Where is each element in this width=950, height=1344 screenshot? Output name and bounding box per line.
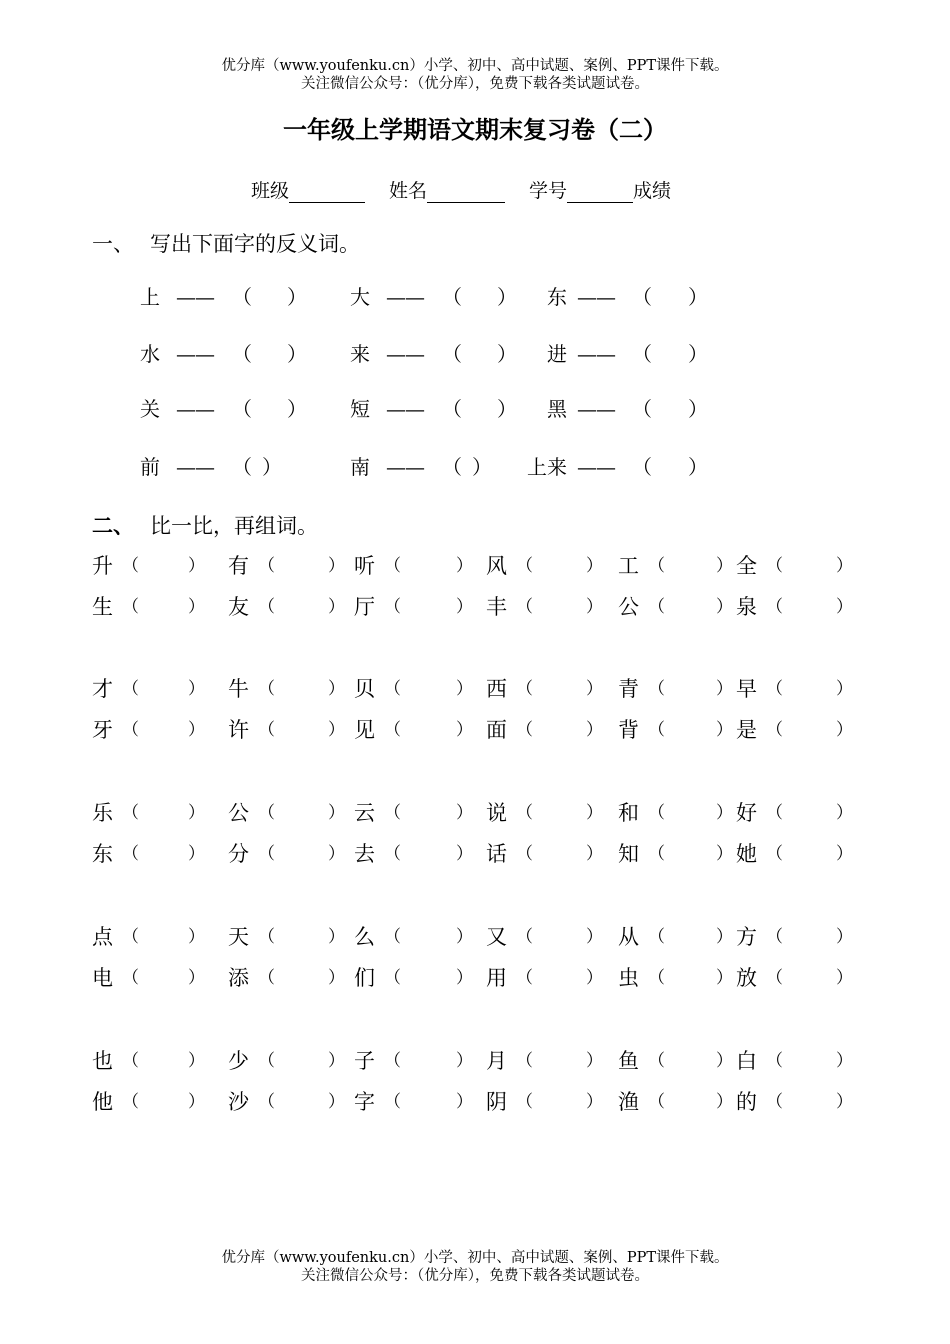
compare-char: 升: [92, 554, 113, 578]
compare-char: 也: [92, 1049, 113, 1073]
class-label: 班级: [251, 180, 290, 202]
word-open-paren[interactable]: （: [516, 556, 533, 576]
answer-open-paren[interactable]: （: [232, 342, 252, 366]
compare-char: 公: [228, 801, 249, 825]
word-open-paren[interactable]: （: [766, 679, 783, 699]
antonym-source-char: 关: [140, 397, 160, 421]
compare-char: 子: [354, 1049, 375, 1073]
word-open-paren[interactable]: （: [258, 1092, 275, 1112]
id-label: 学号: [529, 180, 568, 202]
answer-open-paren[interactable]: （: [632, 397, 652, 421]
compare-char: 少: [228, 1049, 249, 1073]
compare-char: 西: [486, 677, 507, 701]
antonym-dash: ——: [386, 342, 424, 366]
antonym-source-char: 水: [140, 342, 160, 366]
word-close-paren[interactable]: ）: [328, 844, 345, 864]
word-open-paren[interactable]: （: [648, 679, 665, 699]
word-close-paren[interactable]: ）: [716, 1051, 733, 1071]
answer-open-paren[interactable]: （: [442, 455, 462, 479]
antonym-source-char: 进: [547, 342, 567, 366]
header-line-2: 关注微信公众号：（优分库），免费下载各类试题试卷。: [301, 76, 649, 92]
answer-open-paren[interactable]: （: [632, 285, 652, 309]
word-close-paren[interactable]: ）: [586, 927, 603, 947]
word-open-paren[interactable]: （: [766, 844, 783, 864]
word-close-paren[interactable]: ）: [716, 556, 733, 576]
word-open-paren[interactable]: （: [516, 968, 533, 988]
word-close-paren[interactable]: ）: [188, 1092, 205, 1112]
word-close-paren[interactable]: ）: [836, 803, 853, 823]
antonym-dash: ——: [176, 397, 214, 421]
word-close-paren[interactable]: ）: [328, 927, 345, 947]
word-open-paren[interactable]: （: [516, 927, 533, 947]
word-open-paren[interactable]: （: [258, 720, 275, 740]
word-close-paren[interactable]: ）: [328, 597, 345, 617]
antonym-dash: ——: [577, 285, 615, 309]
antonym-source-char: 上来: [527, 455, 567, 479]
answer-close-paren[interactable]: ）: [472, 455, 492, 479]
word-open-paren[interactable]: （: [122, 844, 139, 864]
section-1-instruction: 写出下面字的反义词。: [150, 232, 360, 256]
word-close-paren[interactable]: ）: [188, 927, 205, 947]
word-close-paren[interactable]: ）: [456, 679, 473, 699]
compare-char: 放: [736, 966, 757, 990]
answer-open-paren[interactable]: （: [632, 342, 652, 366]
word-close-paren[interactable]: ）: [456, 1092, 473, 1112]
word-open-paren[interactable]: （: [258, 803, 275, 823]
antonym-dash: ——: [577, 342, 615, 366]
word-open-paren[interactable]: （: [648, 844, 665, 864]
answer-open-paren[interactable]: （: [232, 455, 252, 479]
compare-char: 许: [228, 718, 249, 742]
footer-line-1: 优分库（www.youfenku.cn）小学、初中、高中试题、案例、PPT课件下载。: [221, 1250, 729, 1266]
word-close-paren[interactable]: ）: [456, 720, 473, 740]
answer-close-paren[interactable]: ）: [497, 285, 517, 309]
word-close-paren[interactable]: ）: [328, 1092, 345, 1112]
word-close-paren[interactable]: ）: [188, 556, 205, 576]
word-close-paren[interactable]: ）: [836, 844, 853, 864]
word-close-paren[interactable]: ）: [716, 597, 733, 617]
word-close-paren[interactable]: ）: [328, 679, 345, 699]
antonym-source-char: 大: [350, 285, 370, 309]
word-close-paren[interactable]: ）: [716, 720, 733, 740]
compare-char: 听: [354, 554, 375, 578]
word-open-paren[interactable]: （: [516, 679, 533, 699]
name-label: 姓名: [389, 180, 428, 202]
word-open-paren[interactable]: （: [648, 927, 665, 947]
word-close-paren[interactable]: ）: [328, 968, 345, 988]
compare-char: 沙: [228, 1090, 249, 1114]
word-close-paren[interactable]: ）: [188, 803, 205, 823]
word-open-paren[interactable]: （: [258, 1051, 275, 1071]
compare-char: 从: [618, 925, 639, 949]
word-open-paren[interactable]: （: [766, 1051, 783, 1071]
compare-char: 见: [354, 718, 375, 742]
word-open-paren[interactable]: （: [516, 720, 533, 740]
word-close-paren[interactable]: ）: [716, 968, 733, 988]
word-close-paren[interactable]: ）: [188, 1051, 205, 1071]
word-close-paren[interactable]: ）: [716, 679, 733, 699]
word-open-paren[interactable]: （: [516, 1051, 533, 1071]
compare-char: 全: [736, 554, 757, 578]
word-close-paren[interactable]: ）: [586, 597, 603, 617]
answer-close-paren[interactable]: ）: [688, 342, 708, 366]
word-open-paren[interactable]: （: [766, 597, 783, 617]
compare-char: 分: [228, 842, 249, 866]
compare-char: 点: [92, 925, 113, 949]
answer-open-paren[interactable]: （: [232, 285, 252, 309]
compare-char: 公: [618, 595, 639, 619]
compare-char: 牛: [228, 677, 249, 701]
word-open-paren[interactable]: （: [766, 720, 783, 740]
answer-close-paren[interactable]: ）: [287, 397, 307, 421]
word-close-paren[interactable]: ）: [328, 556, 345, 576]
word-open-paren[interactable]: （: [258, 597, 275, 617]
compare-row: [92, 593, 862, 621]
word-open-paren[interactable]: （: [648, 556, 665, 576]
compare-char: 青: [618, 677, 639, 701]
compare-char: 么: [354, 925, 375, 949]
word-close-paren[interactable]: ）: [836, 720, 853, 740]
compare-row: [92, 1088, 862, 1116]
antonym-source-char: 短: [350, 397, 370, 421]
antonym-dash: ——: [176, 342, 214, 366]
compare-char: 话: [486, 842, 507, 866]
page-title: 一年级上学期语文期末复习卷（二）: [283, 116, 667, 144]
word-open-paren[interactable]: （: [384, 927, 401, 947]
word-open-paren[interactable]: （: [122, 720, 139, 740]
word-open-paren[interactable]: （: [766, 803, 783, 823]
word-open-paren[interactable]: （: [258, 927, 275, 947]
compare-char: 鱼: [618, 1049, 639, 1073]
word-close-paren[interactable]: ）: [836, 968, 853, 988]
word-close-paren[interactable]: ）: [456, 844, 473, 864]
student-info-line: [251, 176, 671, 203]
word-open-paren[interactable]: （: [766, 927, 783, 947]
answer-close-paren[interactable]: ）: [497, 342, 517, 366]
compare-char: 牙: [92, 718, 113, 742]
compare-char: 厅: [354, 595, 375, 619]
compare-row: [92, 840, 862, 868]
word-open-paren[interactable]: （: [766, 1092, 783, 1112]
word-close-paren[interactable]: ）: [836, 556, 853, 576]
compare-char: 虫: [618, 966, 639, 990]
word-open-paren[interactable]: （: [384, 1092, 401, 1112]
compare-char: 们: [354, 966, 375, 990]
word-open-paren[interactable]: （: [122, 1051, 139, 1071]
answer-close-paren[interactable]: ）: [287, 342, 307, 366]
compare-char: 说: [486, 801, 507, 825]
compare-char: 的: [736, 1090, 757, 1114]
word-close-paren[interactable]: ）: [188, 968, 205, 988]
answer-open-paren[interactable]: （: [632, 455, 652, 479]
compare-char: 知: [618, 842, 639, 866]
word-open-paren[interactable]: （: [384, 968, 401, 988]
answer-close-paren[interactable]: ）: [262, 455, 282, 479]
antonym-source-char: 前: [140, 455, 160, 479]
word-open-paren[interactable]: （: [648, 1051, 665, 1071]
word-open-paren[interactable]: （: [648, 720, 665, 740]
antonym-source-char: 上: [140, 285, 160, 309]
word-open-paren[interactable]: （: [122, 556, 139, 576]
compare-char: 方: [736, 925, 757, 949]
word-close-paren[interactable]: ）: [456, 597, 473, 617]
word-close-paren[interactable]: ）: [836, 597, 853, 617]
compare-char: 是: [736, 718, 757, 742]
word-open-paren[interactable]: （: [258, 556, 275, 576]
compare-char: 云: [354, 801, 375, 825]
antonym-dash: ——: [577, 455, 615, 479]
compare-char: 又: [486, 925, 507, 949]
word-open-paren[interactable]: （: [122, 679, 139, 699]
compare-char: 工: [618, 554, 639, 578]
compare-char: 电: [92, 966, 113, 990]
word-close-paren[interactable]: ）: [188, 844, 205, 864]
answer-close-paren[interactable]: ）: [497, 397, 517, 421]
compare-char: 有: [228, 554, 249, 578]
antonym-source-char: 黑: [547, 397, 567, 421]
word-open-paren[interactable]: （: [384, 679, 401, 699]
compare-char: 天: [228, 925, 249, 949]
word-close-paren[interactable]: ）: [328, 1051, 345, 1071]
answer-close-paren[interactable]: ）: [688, 285, 708, 309]
word-close-paren[interactable]: ）: [836, 927, 853, 947]
compare-row: [92, 552, 862, 580]
word-open-paren[interactable]: （: [648, 1092, 665, 1112]
compare-char: 他: [92, 1090, 113, 1114]
section-2-heading: [92, 510, 318, 540]
compare-char: 白: [736, 1049, 757, 1073]
antonym-source-char: 来: [350, 342, 370, 366]
compare-char: 用: [486, 966, 507, 990]
answer-open-paren[interactable]: （: [232, 397, 252, 421]
compare-char: 贝: [354, 677, 375, 701]
answer-close-paren[interactable]: ）: [287, 285, 307, 309]
word-close-paren[interactable]: ）: [328, 803, 345, 823]
word-close-paren[interactable]: ）: [586, 844, 603, 864]
word-open-paren[interactable]: （: [516, 1092, 533, 1112]
compare-char: 面: [486, 718, 507, 742]
compare-char: 阴: [486, 1090, 507, 1114]
section-2-instruction: 比一比，再组词。: [150, 514, 318, 538]
word-open-paren[interactable]: （: [516, 844, 533, 864]
compare-char: 乐: [92, 801, 113, 825]
word-close-paren[interactable]: ）: [716, 803, 733, 823]
section-1-number: 一、: [92, 232, 134, 256]
word-open-paren[interactable]: （: [122, 1092, 139, 1112]
section-2-number: 二、: [92, 514, 134, 538]
word-close-paren[interactable]: ）: [456, 803, 473, 823]
word-open-paren[interactable]: （: [384, 1051, 401, 1071]
word-open-paren[interactable]: （: [384, 556, 401, 576]
word-close-paren[interactable]: ）: [716, 844, 733, 864]
antonym-dash: ——: [386, 397, 424, 421]
word-close-paren[interactable]: ）: [188, 679, 205, 699]
compare-row: [92, 799, 862, 827]
word-open-paren[interactable]: （: [122, 803, 139, 823]
word-open-paren[interactable]: （: [258, 968, 275, 988]
compare-char: 东: [92, 842, 113, 866]
name-blank[interactable]: [427, 182, 505, 203]
word-open-paren[interactable]: （: [122, 927, 139, 947]
word-open-paren[interactable]: （: [648, 597, 665, 617]
answer-open-paren[interactable]: （: [442, 342, 462, 366]
compare-char: 生: [92, 595, 113, 619]
word-close-paren[interactable]: ）: [836, 679, 853, 699]
compare-row: [92, 1047, 862, 1075]
answer-close-paren[interactable]: ）: [688, 455, 708, 479]
word-close-paren[interactable]: ）: [456, 556, 473, 576]
antonym-dash: ——: [386, 455, 424, 479]
word-open-paren[interactable]: （: [258, 679, 275, 699]
compare-char: 好: [736, 801, 757, 825]
compare-char: 早: [736, 677, 757, 701]
compare-char: 月: [486, 1049, 507, 1073]
compare-row: [92, 964, 862, 992]
word-close-paren[interactable]: ）: [586, 803, 603, 823]
word-open-paren[interactable]: （: [384, 803, 401, 823]
word-close-paren[interactable]: ）: [586, 1051, 603, 1071]
word-open-paren[interactable]: （: [516, 597, 533, 617]
antonym-dash: ——: [176, 285, 214, 309]
compare-char: 背: [618, 718, 639, 742]
antonym-source-char: 东: [547, 285, 567, 309]
word-open-paren[interactable]: （: [516, 803, 533, 823]
class-blank[interactable]: [289, 182, 365, 203]
word-close-paren[interactable]: ）: [716, 927, 733, 947]
antonym-dash: ——: [176, 455, 214, 479]
word-close-paren[interactable]: ）: [586, 1092, 603, 1112]
word-close-paren[interactable]: ）: [328, 720, 345, 740]
word-close-paren[interactable]: ）: [836, 1051, 853, 1071]
word-open-paren[interactable]: （: [384, 597, 401, 617]
word-close-paren[interactable]: ）: [586, 556, 603, 576]
word-close-paren[interactable]: ）: [586, 968, 603, 988]
compare-row: [92, 675, 862, 703]
word-close-paren[interactable]: ）: [456, 927, 473, 947]
compare-char: 丰: [486, 595, 507, 619]
compare-char: 字: [354, 1090, 375, 1114]
section-1-heading: [92, 228, 360, 258]
word-close-paren[interactable]: ）: [456, 1051, 473, 1071]
word-close-paren[interactable]: ）: [188, 720, 205, 740]
word-close-paren[interactable]: ）: [836, 1092, 853, 1112]
antonym-dash: ——: [577, 397, 615, 421]
header-line-1: 优分库（www.youfenku.cn）小学、初中、高中试题、案例、PPT课件下载。: [221, 58, 729, 74]
id-blank[interactable]: [567, 182, 633, 203]
compare-char: 添: [228, 966, 249, 990]
word-open-paren[interactable]: （: [122, 968, 139, 988]
footer-line-2: 关注微信公众号：（优分库），免费下载各类试题试卷。: [301, 1268, 649, 1284]
word-close-paren[interactable]: ）: [456, 968, 473, 988]
compare-row: [92, 923, 862, 951]
compare-char: 渔: [618, 1090, 639, 1114]
compare-char: 和: [618, 801, 639, 825]
word-open-paren[interactable]: （: [384, 720, 401, 740]
answer-open-paren[interactable]: （: [442, 397, 462, 421]
word-close-paren[interactable]: ）: [188, 597, 205, 617]
word-close-paren[interactable]: ）: [586, 720, 603, 740]
compare-char: 才: [92, 677, 113, 701]
antonym-dash: ——: [386, 285, 424, 309]
compare-char: 风: [486, 554, 507, 578]
antonym-source-char: 南: [350, 455, 370, 479]
word-open-paren[interactable]: （: [766, 968, 783, 988]
word-open-paren[interactable]: （: [384, 844, 401, 864]
compare-char: 友: [228, 595, 249, 619]
answer-close-paren[interactable]: ）: [688, 397, 708, 421]
word-open-paren[interactable]: （: [648, 968, 665, 988]
word-close-paren[interactable]: ）: [716, 1092, 733, 1112]
compare-char: 去: [354, 842, 375, 866]
compare-row: [92, 716, 862, 744]
score-label: 成绩: [633, 180, 672, 202]
word-close-paren[interactable]: ）: [586, 679, 603, 699]
word-open-paren[interactable]: （: [648, 803, 665, 823]
word-open-paren[interactable]: （: [258, 844, 275, 864]
compare-char: 泉: [736, 595, 757, 619]
answer-open-paren[interactable]: （: [442, 285, 462, 309]
word-open-paren[interactable]: （: [122, 597, 139, 617]
word-open-paren[interactable]: （: [766, 556, 783, 576]
compare-char: 她: [736, 842, 757, 866]
